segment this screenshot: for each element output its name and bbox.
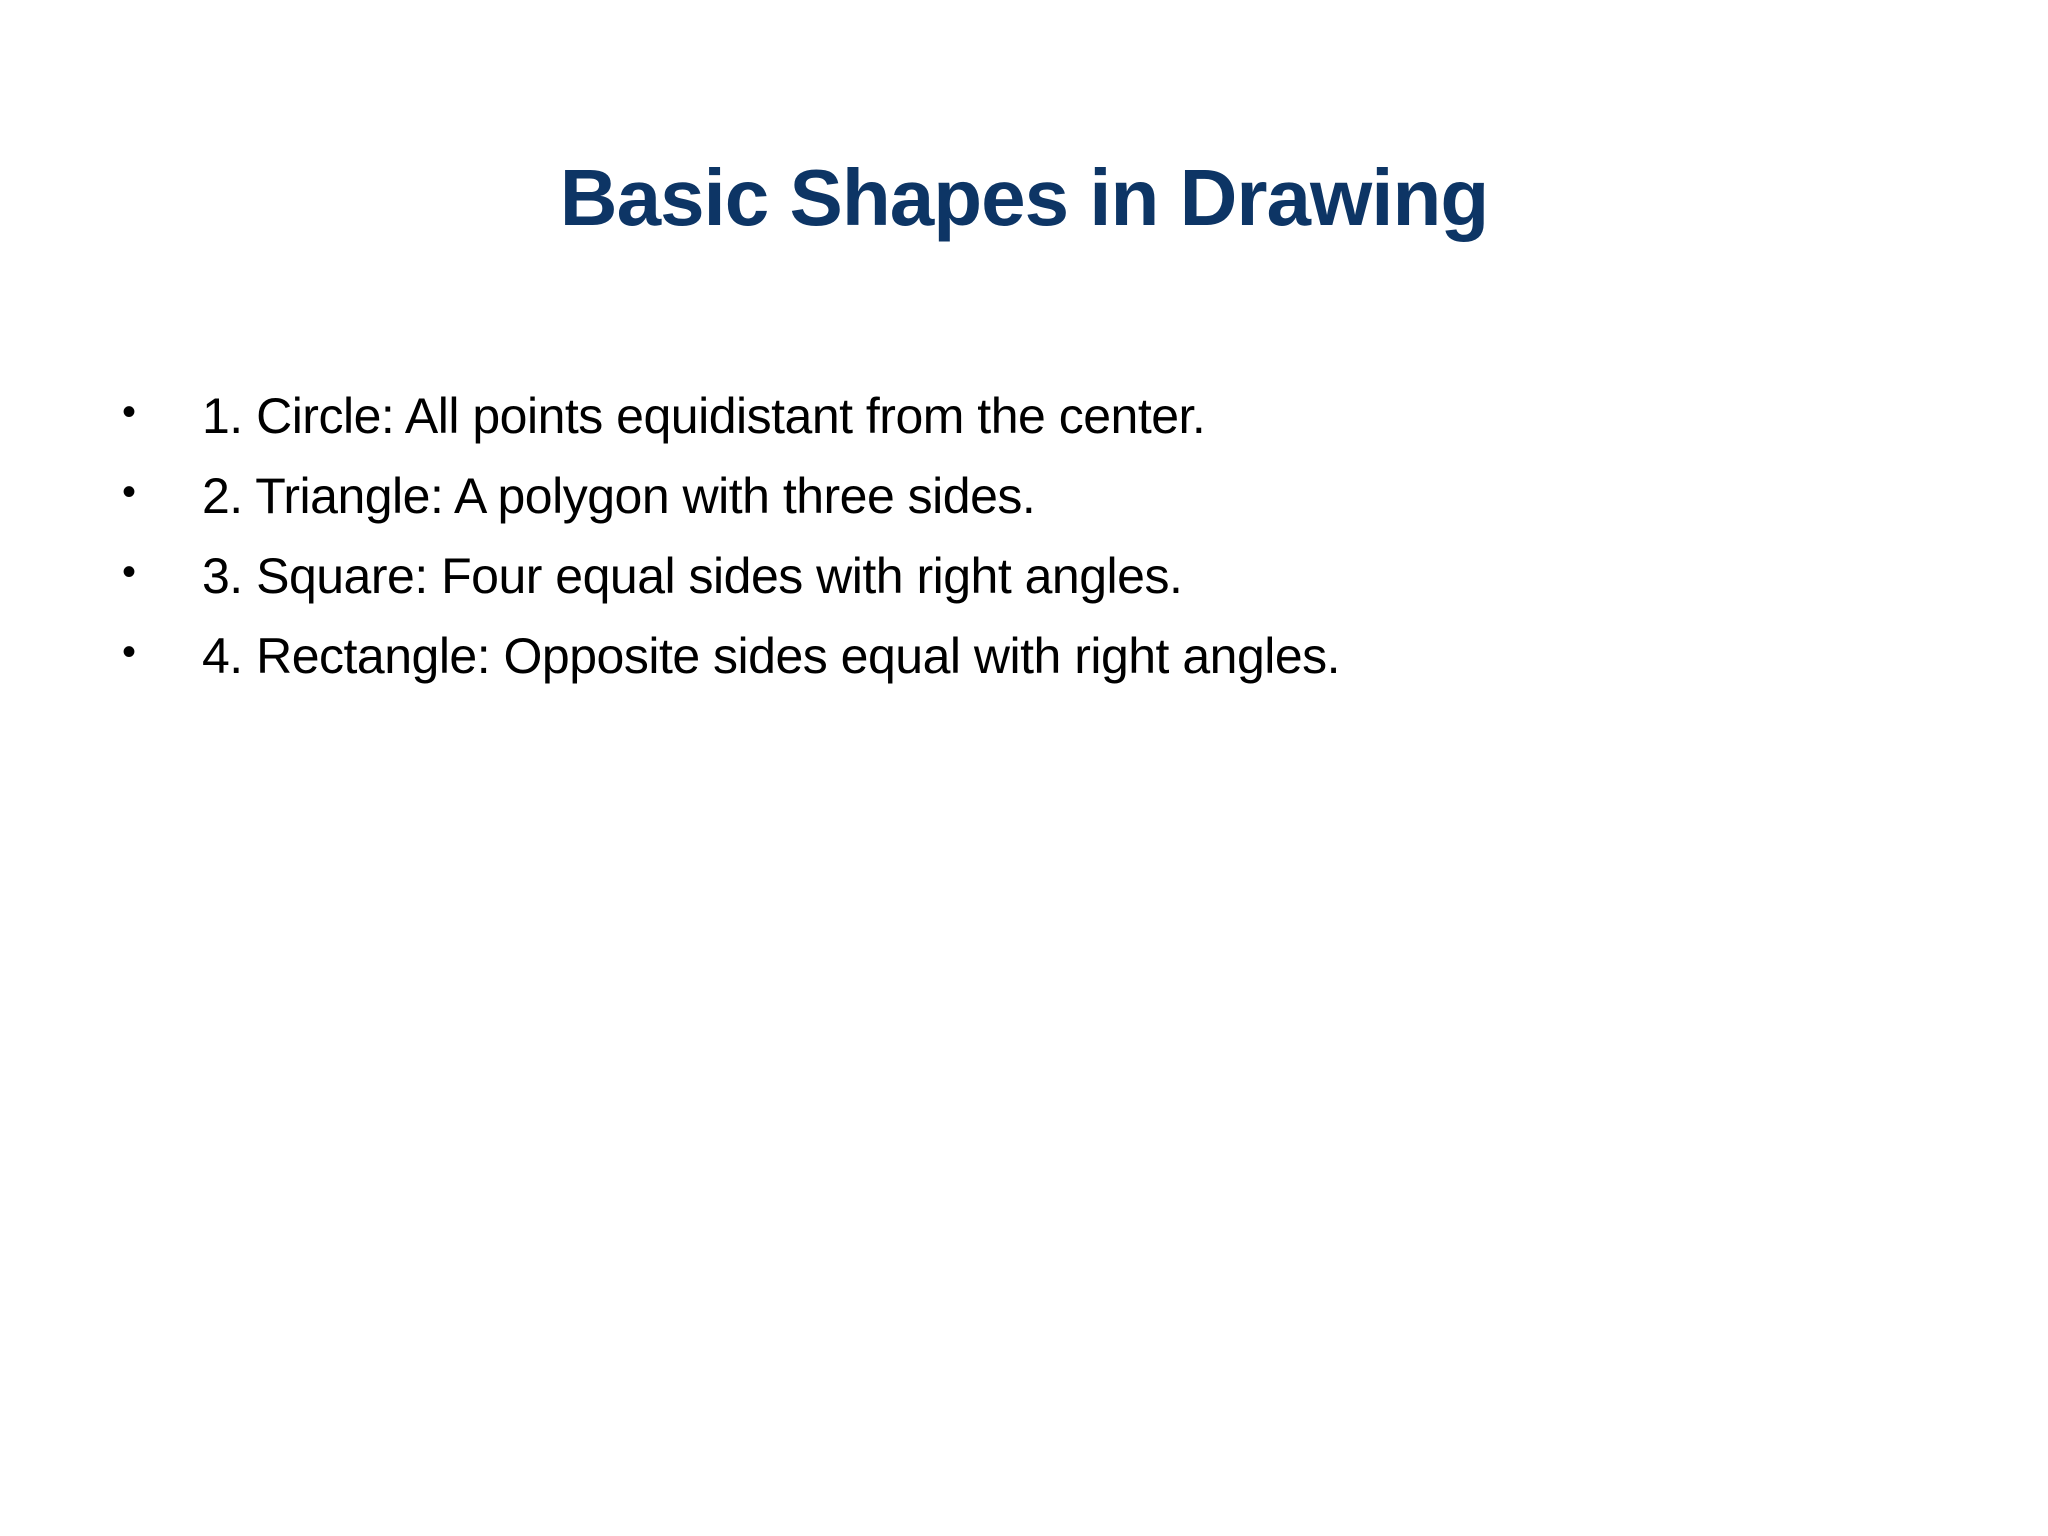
bullet-icon: •	[122, 470, 137, 514]
bullet-list	[122, 376, 1922, 696]
list-item	[122, 456, 1922, 536]
slide-title: Basic Shapes in Drawing	[559, 153, 1489, 242]
list-item	[122, 616, 1922, 696]
list-item	[122, 536, 1922, 616]
bullet-icon: •	[122, 630, 137, 674]
bullet-text-circle: 1. Circle: All points equidistant from the center.	[202, 388, 1206, 444]
list-item	[122, 376, 1922, 456]
bullet-text-triangle: 2. Triangle: A polygon with three sides.	[202, 468, 1036, 524]
bullet-icon: •	[122, 550, 137, 594]
bullet-text-rectangle: 4. Rectangle: Opposite sides equal with right angles.	[202, 628, 1341, 684]
bullet-icon: •	[122, 390, 137, 434]
bullet-text-square: 3. Square: Four equal sides with right angles.	[202, 548, 1183, 604]
